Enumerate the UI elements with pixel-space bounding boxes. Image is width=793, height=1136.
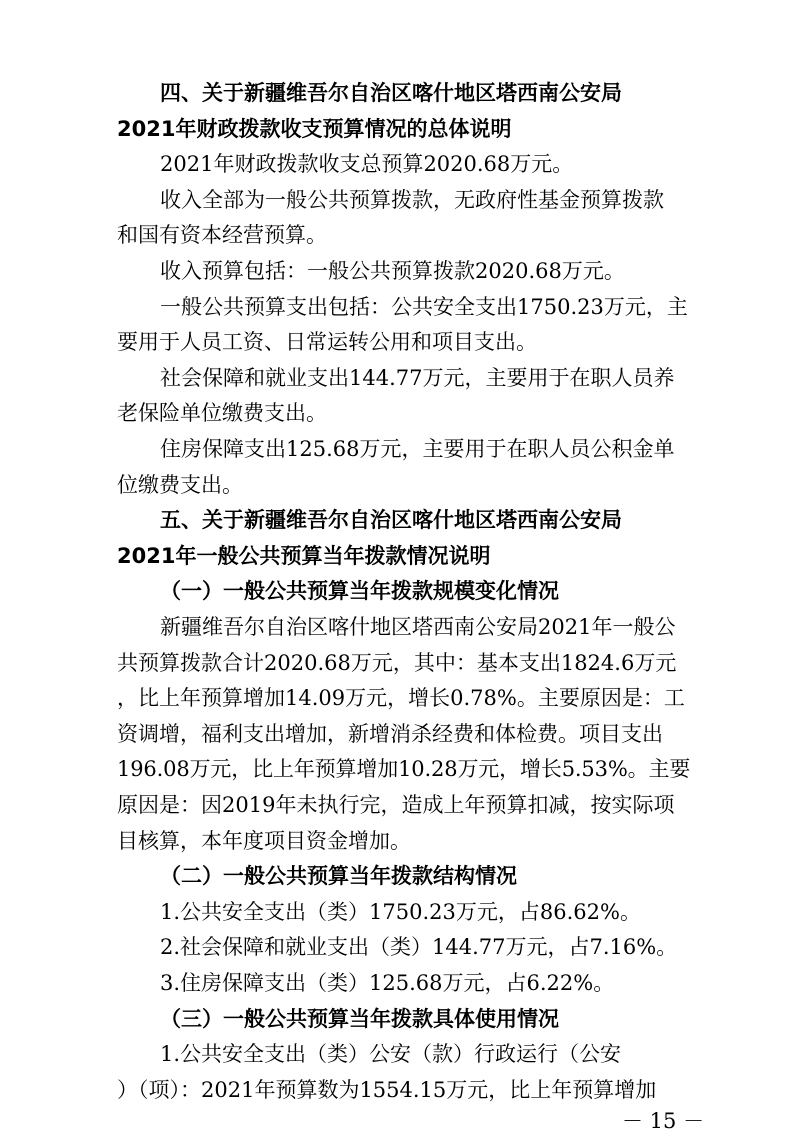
section-heading-four-line2: 2021年财政拨款收支预算情况的总体说明 — [117, 116, 512, 141]
paragraph-line: 一般公共预算支出包括：公共安全支出1750.23万元，主 — [160, 294, 688, 319]
paragraph-line: 老保险单位缴费支出。 — [117, 401, 327, 426]
paragraph-line: 目核算，本年度项目资金增加。 — [117, 828, 411, 853]
section-heading-five-line1: 五、关于新疆维吾尔自治区喀什地区塔西南公安局 — [160, 508, 622, 533]
paragraph-line: ）（项）：2021年预算数为1554.15万元，比上年预算增加 — [117, 1077, 657, 1102]
paragraph-line: 196.08万元，比上年预算增加10.28万元，增长5.53%。主要 — [117, 757, 691, 782]
paragraph-line: 收入全部为一般公共预算拨款，无政府性基金预算拨款 — [160, 187, 664, 212]
section-heading-five-line2: 2021年一般公共预算当年拨款情况说明 — [117, 543, 491, 568]
list-item: 3.住房保障支出（类）125.68万元，占6.22%。 — [160, 971, 615, 995]
subsection-heading-two: （二）一般公共预算当年拨款结构情况 — [160, 863, 517, 889]
paragraph-line: 新疆维吾尔自治区喀什地区塔西南公安局2021年一般公 — [160, 615, 676, 639]
paragraph-line: 位缴费支出。 — [117, 472, 243, 497]
paragraph-line: 共预算拨款合计2020.68万元，其中：基本支出1824.6万元 — [117, 650, 677, 675]
paragraph-line: 2021年财政拨款收支总预算2020.68万元。 — [160, 152, 574, 177]
list-item: 1.公共安全支出（类）1750.23万元，占86.62%。 — [160, 899, 641, 924]
page-number: － 15 － — [622, 1109, 705, 1134]
paragraph-line: 要用于人员工资、日常运转公用和项目支出。 — [117, 330, 537, 355]
paragraph-line: 原因是：因2019年未执行完，造成上年预算扣减，按实际项 — [117, 793, 675, 817]
paragraph-line: 收入预算包括：一般公共预算拨款2020.68万元。 — [160, 259, 625, 283]
paragraph-line: 社会保障和就业支出144.77万元，主要用于在职人员养 — [160, 365, 675, 390]
paragraph-line: 资调增，福利支出增加，新增消杀经费和体检费。项目支出 — [117, 721, 663, 746]
subsection-heading-one: （一）一般公共预算当年拨款规模变化情况 — [160, 578, 559, 604]
paragraph-line: 1.公共安全支出（类）公安（款）行政运行（公安 — [160, 1042, 622, 1067]
subsection-heading-three: （三）一般公共预算当年拨款具体使用情况 — [160, 1005, 559, 1031]
paragraph-line: ，比上年预算增加14.09万元，增长0.78%。主要原因是：工 — [117, 686, 685, 711]
section-heading-four-line1: 四、关于新疆维吾尔自治区喀什地区塔西南公安局 — [160, 81, 622, 105]
list-item: 2.社会保障和就业支出（类）144.77万元，占7.16%。 — [160, 935, 678, 960]
paragraph-line: 和国有资本经营预算。 — [117, 223, 327, 248]
paragraph-line: 住房保障支出125.68万元，主要用于在职人员公积金单 — [160, 437, 675, 461]
